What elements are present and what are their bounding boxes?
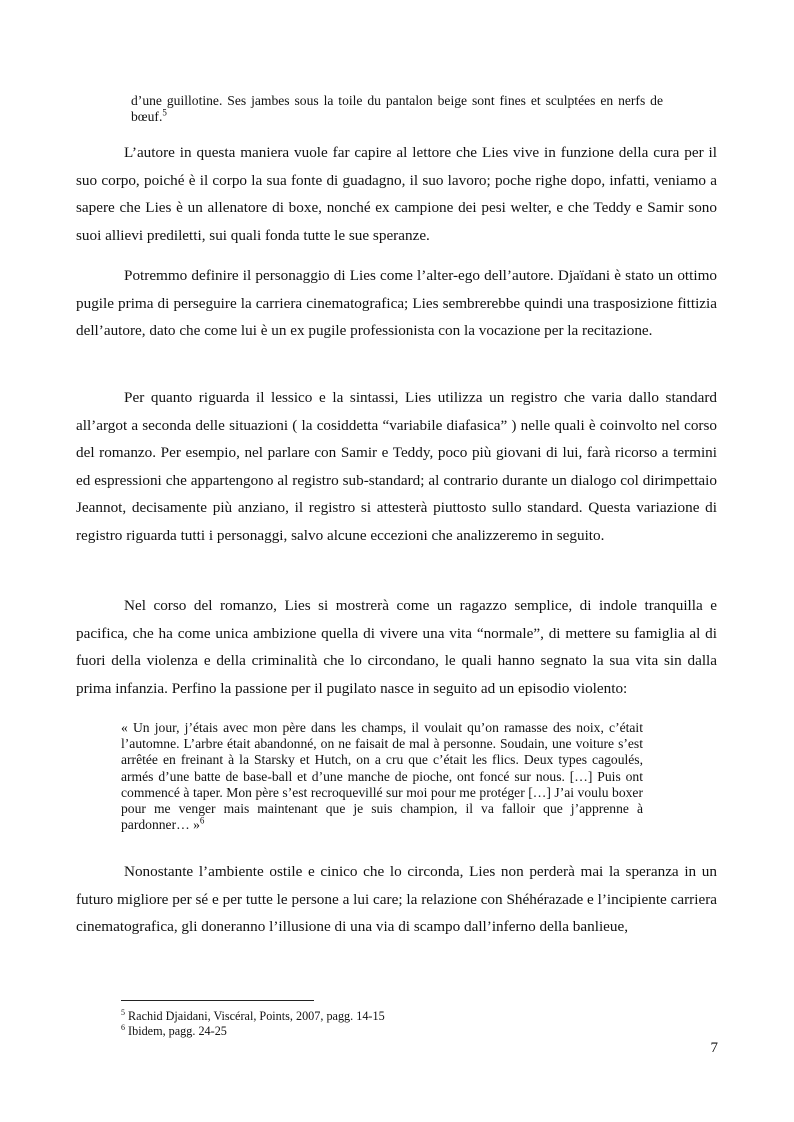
footnote-5-text: Rachid Djaidani, Viscéral, Points, 2007, pagg. 14-15: [128, 1009, 385, 1023]
footnote-6: [121, 1024, 227, 1038]
paragraph-4: Nel corso del romanzo, Lies si mostrerà come un ragazzo semplice, di indole tranquilla e pacifica, che ha come unica ambizione quella di vivere una vita “normale”, di mettere su famiglia al di fuori della violenza e della criminalità che lo circondano, le quali hanno segnato la sua vita sin dalla prima infanzia. Perfino la passione per il pugilato nasce in seguito ad un episodio violento:: [76, 597, 717, 697]
footnote-6-number: 6: [121, 1022, 125, 1032]
block-quote-top: [131, 93, 663, 125]
paragraph-2: Potremmo definire il personaggio di Lies come l’alter-ego dell’autore. Djaïdani è stato un ottimo pugile prima di perseguire la carriera cinematografica; Lies sembrerebbe quindi una trasposizione fittizia dell’autore, dato che come lui è un ex pugile professionista con la vocazione per la recitazione.: [76, 267, 717, 339]
footnote-ref-6: 6: [199, 815, 205, 826]
footnote-5-number: 5: [121, 1007, 125, 1017]
footnote-separator: [121, 1000, 314, 1001]
quote-mid-text: « Un jour, j’étais avec mon père dans les champs, il voulait qu’on ramasse des noix, c’était l’automne. L’arbre était abandonné, on ne faisait de mal à personne. Soudain, une voiture s’est arrêtée en freinant à la Starsky et Hutch, on a cru que c’était les flics. Deux types cagoulés, armés d’une batte de base-ball et d’une manche de pioche, ont foncé sur nous. […] Puis ont commencé à taper. Mon père s’est recroquevillé sur moi pour me protéger […] J’ai voulu boxer pour me venger mais maintenant que je suis champion, il va falloir que j’apprenne à pardonner… »: [121, 720, 643, 833]
paragraph-1: L’autore in questa maniera vuole far capire al lettore che Lies vive in funzione della cura per il suo corpo, poiché è il corpo la sua fonte di guadagno, il suo lavoro; poche righe dopo, infatti, veniamo a sapere che Lies è un allenatore di boxe, nonché ex campione dei pesi welter, e che Teddy e Samir sono suoi allievi prediletti, sui quali fonda tutte le sue speranze.: [76, 144, 717, 244]
footnote-ref-5: 5: [162, 107, 167, 118]
footnote-5: [121, 1009, 385, 1023]
page-number: 7: [710, 1040, 718, 1056]
footnote-6-text: Ibidem, pagg. 24-25: [128, 1024, 227, 1038]
block-quote-mid: [121, 720, 643, 833]
quote-top-text: d’une guillotine. Ses jambes sous la toile du pantalon beige sont fines et sculptées en nerfs de bœuf.: [131, 93, 663, 125]
paragraph-5: Nonostante l’ambiente ostile e cinico che lo circonda, Lies non perderà mai la speranza in un futuro migliore per sé e per tutte le persone a lui care; la relazione con Shéhérazade e l’incipiente carriera cinematografica, gli doneranno l’illusione di una via di scampo dall’inferno della banlieue,: [76, 863, 717, 935]
paragraph-3: Per quanto riguarda il lessico e la sintassi, Lies utilizza un registro che varia dallo standard all’argot a seconda delle situazioni ( la cosiddetta “variabile diafasica” ) nelle quali è coinvolto nel corso del romanzo. Per esempio, nel parlare con Samir e Teddy, poco più giovani di lui, farà ricorso a termini ed espressioni che appartengono al registro sub-standard; al contrario durante un dialogo col dirimpettaio Jeannot, decisamente più anziano, il registro si attesterà piuttosto sullo standard. Questa variazione di registro riguarda tutti i personaggi, salvo alcune eccezioni che analizzeremo in seguito.: [76, 389, 717, 544]
